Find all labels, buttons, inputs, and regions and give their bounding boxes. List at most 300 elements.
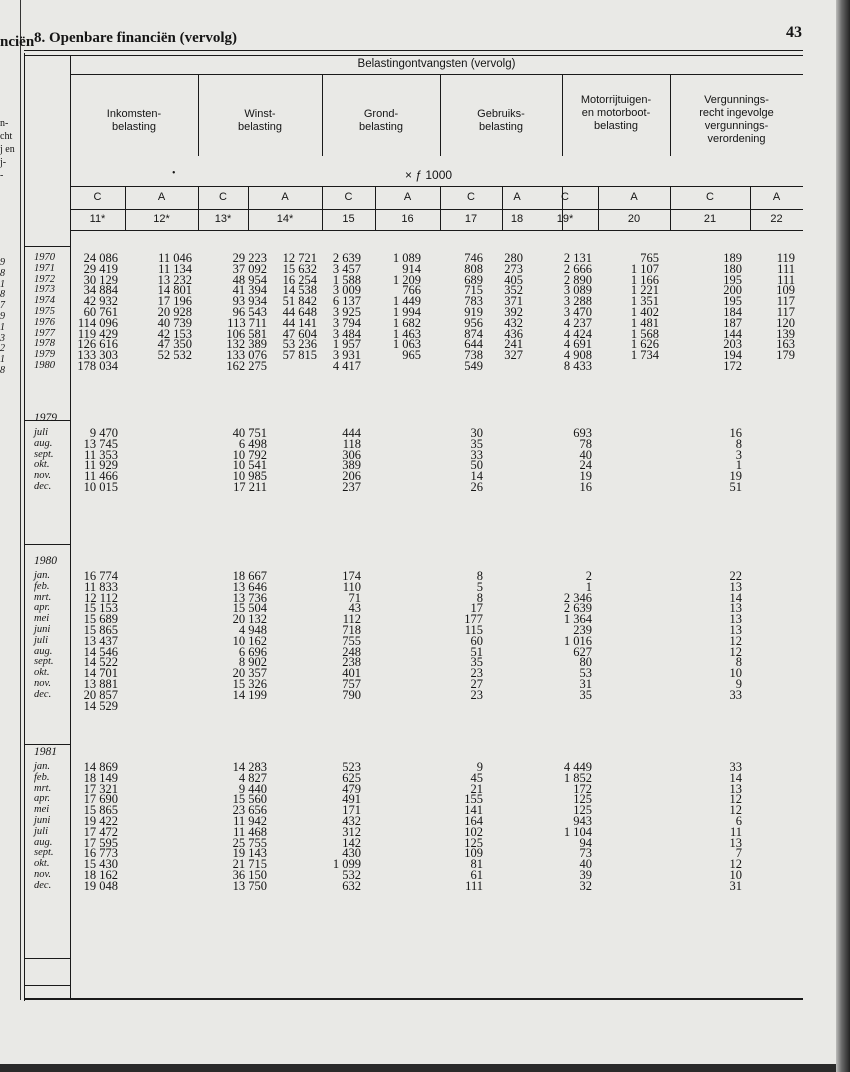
table-cell: 125 xyxy=(573,803,592,818)
table-cell: 47 604 xyxy=(282,326,317,341)
table-cell: 42 932 xyxy=(83,294,118,309)
table-cell: 4 948 xyxy=(238,623,267,637)
table-cell: 432 xyxy=(342,814,361,828)
table-cell: 125 xyxy=(573,792,592,807)
table-cell: 13 xyxy=(729,579,742,594)
table-cell: 4 424 xyxy=(563,326,592,341)
table-cell: 203 xyxy=(723,337,742,352)
table-cell: 194 xyxy=(723,348,742,363)
table-cell: 14 283 xyxy=(232,760,267,774)
row-label: 1978 xyxy=(34,338,55,350)
table-cell: 1 957 xyxy=(332,337,361,352)
adjacent-digit-fragment: 8 xyxy=(0,267,5,279)
adjacent-text-fragment: cht xyxy=(0,131,13,142)
table-cell: 52 532 xyxy=(157,348,192,363)
table-cell: 37 092 xyxy=(232,261,267,276)
table-cell: 6 137 xyxy=(332,294,361,309)
table-cell: 35 xyxy=(470,436,483,451)
row-label: juli xyxy=(34,825,49,837)
table-cell: 106 581 xyxy=(226,326,267,341)
row-label: sept. xyxy=(34,847,54,859)
table-cell: 19 xyxy=(579,469,592,484)
row-label: 1975 xyxy=(34,306,55,317)
table-cell: 57 815 xyxy=(282,348,317,363)
table-cell: 139 xyxy=(776,326,795,341)
table-cell: 18 667 xyxy=(232,569,267,583)
table-cell: 31 xyxy=(729,878,742,893)
ca-label: C xyxy=(93,191,102,203)
table-cell: 12 721 xyxy=(282,251,317,265)
table-cell: 10 162 xyxy=(232,633,267,648)
table-cell: 184 xyxy=(723,305,742,319)
row-label: aug. xyxy=(34,437,53,449)
table-cell: 144 xyxy=(723,326,742,341)
table-cell: 312 xyxy=(342,824,361,839)
table-cell: 1 107 xyxy=(630,261,659,276)
table-cell: 3 931 xyxy=(332,348,361,363)
table-cell: 1 402 xyxy=(630,305,659,319)
row-label: apr. xyxy=(34,793,51,805)
table-cell: 118 xyxy=(342,436,361,451)
table-cell: 1 xyxy=(735,458,742,473)
table-cell: 632 xyxy=(342,878,361,893)
table-cell: 755 xyxy=(342,633,361,648)
table-cell: 3 288 xyxy=(563,294,592,309)
table-cell: 23 656 xyxy=(232,803,267,818)
table-cell: 60 xyxy=(470,633,483,648)
table-cell: 164 xyxy=(464,814,483,828)
row-label: 1973 xyxy=(34,284,55,296)
table-cell: 111 xyxy=(777,261,795,276)
table-cell: 8 xyxy=(735,655,742,670)
adjacent-digit-fragment: 8 xyxy=(0,365,5,376)
table-cell: 17 211 xyxy=(233,480,267,494)
table-cell: 51 842 xyxy=(282,294,317,309)
table-cell: 32 xyxy=(579,878,592,893)
table-cell: 14 546 xyxy=(83,644,118,659)
table-cell: 11 466 xyxy=(84,469,118,484)
table-cell: 765 xyxy=(640,251,659,265)
table-cell: 2 639 xyxy=(332,251,361,265)
table-cell: 15 560 xyxy=(232,792,267,807)
row-label: dec. xyxy=(34,688,52,700)
table-cell: 13 xyxy=(729,623,742,637)
table-cell: 10 015 xyxy=(83,480,118,494)
table-cell: 2 666 xyxy=(563,261,592,276)
table-cell: 1 463 xyxy=(392,326,421,341)
table-cell: 689 xyxy=(464,272,483,287)
row-label: mrt. xyxy=(34,591,52,603)
table-cell: 549 xyxy=(464,359,483,373)
table-cell: 12 xyxy=(729,857,742,872)
section-title: 8. Openbare financiën (vervolg) xyxy=(34,30,238,46)
column-group-header: Grond- belasting xyxy=(358,108,404,133)
table-cell: 110 xyxy=(342,579,361,594)
table-cell: 14 801 xyxy=(157,283,192,298)
adjacent-digit-fragment: 1 xyxy=(0,278,5,290)
table-cell: 2 xyxy=(585,569,592,583)
table-cell: 29 419 xyxy=(83,261,118,276)
table-cell: 1 626 xyxy=(630,337,659,352)
table-cell: 132 389 xyxy=(226,337,267,352)
group-label: 1980 xyxy=(34,555,57,567)
table-cell: 9 470 xyxy=(89,426,118,440)
table-cell: 432 xyxy=(504,315,523,330)
table-cell: 73 xyxy=(579,846,592,861)
table-cell: 8 xyxy=(476,569,483,583)
page-number: 43 xyxy=(786,24,802,41)
table-cell: 17 196 xyxy=(157,294,192,309)
table-cell: 6 696 xyxy=(238,644,267,659)
table-cell: 15 865 xyxy=(83,623,118,637)
column-number: 11* xyxy=(89,213,106,225)
unit-label: × ƒ 1000 xyxy=(405,168,453,182)
row-label: juli xyxy=(34,427,49,438)
page-edge-shadow xyxy=(836,0,850,1072)
table-cell: 1 104 xyxy=(563,824,592,839)
super-header: Belastingontvangsten (vervolg) xyxy=(357,58,516,70)
table-cell: 23 xyxy=(470,687,483,702)
table-cell: 239 xyxy=(573,623,592,637)
table-cell: 14 869 xyxy=(83,760,118,774)
adjacent-text-fragment: j- xyxy=(0,157,7,168)
adjacent-text-fragment: j en xyxy=(0,144,15,155)
table-cell: 718 xyxy=(342,623,361,637)
table-cell: 1 351 xyxy=(630,294,659,309)
table-cell: 12 xyxy=(729,803,742,818)
table-cell: 163 xyxy=(776,337,795,352)
table-cell: 1 209 xyxy=(392,272,421,287)
table-cell: 11 134 xyxy=(158,261,192,276)
adjacent-digit-fragment: 1 xyxy=(0,321,5,333)
table-cell: 15 632 xyxy=(282,261,317,276)
row-label: dec. xyxy=(34,481,52,492)
row-label: 1972 xyxy=(34,273,55,285)
row-label: nov. xyxy=(34,678,52,689)
table-cell: 783 xyxy=(464,294,483,309)
row-label: juni xyxy=(34,815,51,826)
table-cell: 24 xyxy=(579,458,592,473)
table-cell: 1 449 xyxy=(392,294,421,309)
table-cell: 171 xyxy=(342,803,361,818)
table-cell: 3 470 xyxy=(563,305,592,319)
column-number: 16 xyxy=(401,213,414,225)
table-cell: 241 xyxy=(504,337,523,352)
table-cell: 43 xyxy=(348,601,361,616)
row-label: 1977 xyxy=(34,327,55,339)
table-cell: 237 xyxy=(342,480,361,494)
table-cell: 13 xyxy=(729,612,742,627)
table-cell: 41 394 xyxy=(232,283,267,298)
ca-label: C xyxy=(219,191,227,203)
table-cell: 4 827 xyxy=(238,770,267,785)
table-cell: 1 063 xyxy=(392,337,421,352)
table-cell: 10 541 xyxy=(232,458,267,473)
table-cell: 12 xyxy=(729,792,742,807)
row-label: sept. xyxy=(34,448,54,460)
group-label: 1979 xyxy=(34,412,57,424)
table-cell: 10 985 xyxy=(232,469,267,484)
table-cell: 11 353 xyxy=(84,447,118,462)
ca-label: C xyxy=(561,191,569,203)
table-cell: 109 xyxy=(464,846,483,861)
row-label: okt. xyxy=(34,667,50,679)
row-label: nov. xyxy=(34,470,52,482)
table-cell: 53 xyxy=(579,666,592,681)
adjacent-page-title-fragment: nciën xyxy=(0,34,35,50)
table-cell: 1 568 xyxy=(630,326,659,341)
table-cell: 3 484 xyxy=(332,326,361,341)
ca-label: A xyxy=(772,191,781,203)
table-cell: 178 034 xyxy=(77,359,118,373)
row-label: nov. xyxy=(34,869,52,880)
table-cell: 13 xyxy=(729,781,742,796)
row-label: 1971 xyxy=(34,262,55,274)
column-group-header: Motorrijtuigen- en motorboot- belasting xyxy=(580,94,652,132)
table-cell: 3 457 xyxy=(332,261,361,276)
table-cell: 17 472 xyxy=(83,824,118,839)
table-cell: 13 xyxy=(729,601,742,616)
table-cell: 112 xyxy=(342,612,361,627)
row-label: sept. xyxy=(34,656,54,668)
table-cell: 17 595 xyxy=(83,835,118,850)
table-cell: 22 xyxy=(729,569,742,583)
table-cell: 1 852 xyxy=(563,770,592,785)
table-cell: 1 016 xyxy=(563,633,592,648)
table-cell: 93 934 xyxy=(232,294,267,309)
adjacent-digit-fragment: 9 xyxy=(0,311,5,322)
table-cell: 13 232 xyxy=(157,272,192,287)
table-cell: 389 xyxy=(342,458,361,473)
table-cell: 8 902 xyxy=(238,655,267,670)
table-cell: 248 xyxy=(342,644,361,659)
table-cell: 53 236 xyxy=(282,337,317,352)
table-cell: 18 149 xyxy=(83,770,118,785)
row-label: feb. xyxy=(34,580,50,592)
column-number: 20 xyxy=(627,213,641,225)
table-cell: 113 711 xyxy=(227,315,267,330)
table-cell: 766 xyxy=(402,283,421,298)
column-number: 21 xyxy=(703,213,717,225)
adjacent-page-strip xyxy=(0,0,35,1000)
column-number: 18 xyxy=(510,213,524,225)
table-cell: 96 543 xyxy=(232,305,267,319)
group-label: 1981 xyxy=(34,746,57,758)
table-cell: 14 701 xyxy=(83,666,118,681)
table-cell: 17 690 xyxy=(83,792,118,807)
table-cell: 8 xyxy=(476,590,483,605)
table-cell: 35 xyxy=(579,687,592,702)
row-label: dec. xyxy=(34,879,52,891)
table-cell: 273 xyxy=(504,261,523,276)
column-group-header: Inkomsten- belasting xyxy=(106,108,162,133)
table-cell: 33 xyxy=(729,687,742,702)
table-cell: 162 275 xyxy=(226,359,267,373)
table-cell: 9 xyxy=(735,677,742,691)
row-label: okt. xyxy=(34,858,50,870)
table-cell: 24 086 xyxy=(83,251,118,265)
row-label: juli xyxy=(34,634,49,646)
table-cell: 119 429 xyxy=(77,326,118,341)
table-cell: 189 xyxy=(723,251,742,265)
table-cell: 195 xyxy=(723,272,742,287)
table-cell: 1 089 xyxy=(392,251,421,265)
table-cell: 12 xyxy=(729,644,742,659)
table-cell: 133 076 xyxy=(226,348,267,363)
table-cell: 125 xyxy=(464,835,483,850)
table-cell: 13 xyxy=(729,835,742,850)
table-cell: 11 xyxy=(729,824,742,839)
table-cell: 11 929 xyxy=(84,458,118,473)
table-cell: 280 xyxy=(504,251,523,265)
table-cell: 16 254 xyxy=(282,272,317,287)
table-cell: 401 xyxy=(342,666,361,681)
row-label: 1976 xyxy=(34,316,55,328)
table-cell: 40 751 xyxy=(232,426,267,440)
table-cell: 1 994 xyxy=(392,305,421,319)
table-cell: 11 046 xyxy=(158,251,192,265)
table-cell: 78 xyxy=(579,436,592,451)
table-cell: 60 761 xyxy=(83,305,118,319)
table-cell: 16 xyxy=(729,426,742,440)
table-cell: 15 326 xyxy=(232,677,267,691)
table-cell: 5 xyxy=(476,579,483,594)
table-cell: 2 346 xyxy=(563,590,592,605)
table-cell: 238 xyxy=(342,655,361,670)
table-cell: 119 xyxy=(776,251,795,265)
table-cell: 16 773 xyxy=(83,846,118,861)
ca-label: C xyxy=(706,191,714,203)
table-cell: 141 xyxy=(464,803,483,818)
table-cell: 19 048 xyxy=(83,878,118,893)
table-cell: 19 xyxy=(729,469,742,484)
table-cell: 1 682 xyxy=(392,315,421,330)
table-cell: 4 417 xyxy=(332,359,361,373)
table-cell: 13 437 xyxy=(83,633,118,648)
table-cell: 10 xyxy=(729,666,742,681)
row-label: 1974 xyxy=(34,295,55,307)
adjacent-digit-fragment: 1 xyxy=(0,354,5,366)
table-cell: 746 xyxy=(464,251,483,265)
table-cell: 8 433 xyxy=(563,359,592,373)
table-cell: 10 xyxy=(729,868,742,882)
column-number: 15 xyxy=(342,213,355,225)
column-number: 14* xyxy=(276,213,294,225)
adjacent-text-fragment: - xyxy=(0,170,4,181)
table-cell: 790 xyxy=(342,687,361,702)
table-cell: 1 481 xyxy=(630,315,659,330)
row-label: feb. xyxy=(34,771,50,783)
table-cell: 23 xyxy=(470,666,483,681)
table-cell: 1 221 xyxy=(630,283,659,298)
table-cell: 6 498 xyxy=(238,436,267,451)
table-cell: 20 357 xyxy=(232,666,267,681)
table-cell: 405 xyxy=(504,272,523,287)
table-cell: 919 xyxy=(464,305,483,319)
table-cell: 2 890 xyxy=(563,272,592,287)
table-cell: 17 xyxy=(470,601,483,616)
ca-label: A xyxy=(157,191,166,203)
table-cell: 27 xyxy=(470,677,483,691)
table-cell: 40 739 xyxy=(157,315,192,330)
table-cell: 644 xyxy=(464,337,483,352)
column-group-header: Winst- belasting xyxy=(237,108,283,133)
row-label: apr. xyxy=(34,602,51,614)
adjacent-digit-fragment: 3 xyxy=(0,332,5,344)
row-label: mei xyxy=(34,804,50,816)
table-cell: 1 099 xyxy=(332,857,361,872)
table-cell: 16 774 xyxy=(83,569,118,583)
table-cell: 114 096 xyxy=(77,315,118,330)
table-cell: 47 350 xyxy=(157,337,192,352)
table-cell: 3 925 xyxy=(332,305,361,319)
table-cell: 956 xyxy=(464,315,483,330)
table-cell: 179 xyxy=(776,348,795,363)
column-number: 12* xyxy=(153,213,170,225)
table-cell: 18 162 xyxy=(83,868,118,882)
table-cell: 4 908 xyxy=(563,348,592,363)
table-cell: 430 xyxy=(342,846,361,861)
table-cell: 943 xyxy=(573,814,592,828)
table-cell: 115 xyxy=(464,623,483,637)
ca-label: C xyxy=(467,191,475,203)
row-label: okt. xyxy=(34,459,50,471)
table-cell: 627 xyxy=(573,644,592,659)
table-cell: 14 xyxy=(729,590,742,605)
column-number: 22 xyxy=(770,213,783,225)
table-cell: 8 xyxy=(735,436,742,451)
table-cell: 3 009 xyxy=(332,283,361,298)
adjacent-text-fragment: n- xyxy=(0,118,9,129)
table-cell: 625 xyxy=(342,770,361,785)
table-cell: 40 xyxy=(579,447,592,462)
table-cell: 133 303 xyxy=(77,348,118,363)
table-cell: 1 364 xyxy=(563,612,592,627)
ca-label: A xyxy=(513,191,521,203)
table-cell: 13 646 xyxy=(232,579,267,594)
table-cell: 20 928 xyxy=(157,305,192,319)
table-cell: 21 xyxy=(470,781,483,796)
table-cell: 102 xyxy=(464,824,483,839)
table-cell: 25 755 xyxy=(232,835,267,850)
column-number: 19* xyxy=(556,213,574,225)
table-cell: 914 xyxy=(402,261,421,276)
table-cell: 44 141 xyxy=(282,315,317,330)
table-cell: 352 xyxy=(504,283,523,298)
table-cell: 33 xyxy=(470,447,483,462)
table-cell: 4 449 xyxy=(563,760,592,774)
table-cell: 155 xyxy=(464,792,483,807)
table-cell: 15 153 xyxy=(83,601,118,616)
row-label: 1980 xyxy=(34,360,55,371)
table-cell: 392 xyxy=(504,305,523,319)
table-cell: 31 xyxy=(579,677,592,691)
table-cell: 200 xyxy=(723,283,742,298)
adjacent-digit-fragment: 9 xyxy=(0,257,5,268)
table-cell: 9 440 xyxy=(238,781,267,796)
table-cell: 195 xyxy=(723,294,742,309)
table-cell: 30 129 xyxy=(83,272,118,287)
table-cell: 117 xyxy=(776,294,795,309)
table-cell: 81 xyxy=(470,857,483,872)
table-cell: 45 xyxy=(470,770,483,785)
table-cell: 111 xyxy=(777,272,795,287)
table-cell: 29 223 xyxy=(232,251,267,265)
table-cell: 51 xyxy=(729,480,742,494)
table-cell: 436 xyxy=(504,326,523,341)
row-label: jan. xyxy=(34,761,51,772)
table-cell: 13 745 xyxy=(83,436,118,451)
